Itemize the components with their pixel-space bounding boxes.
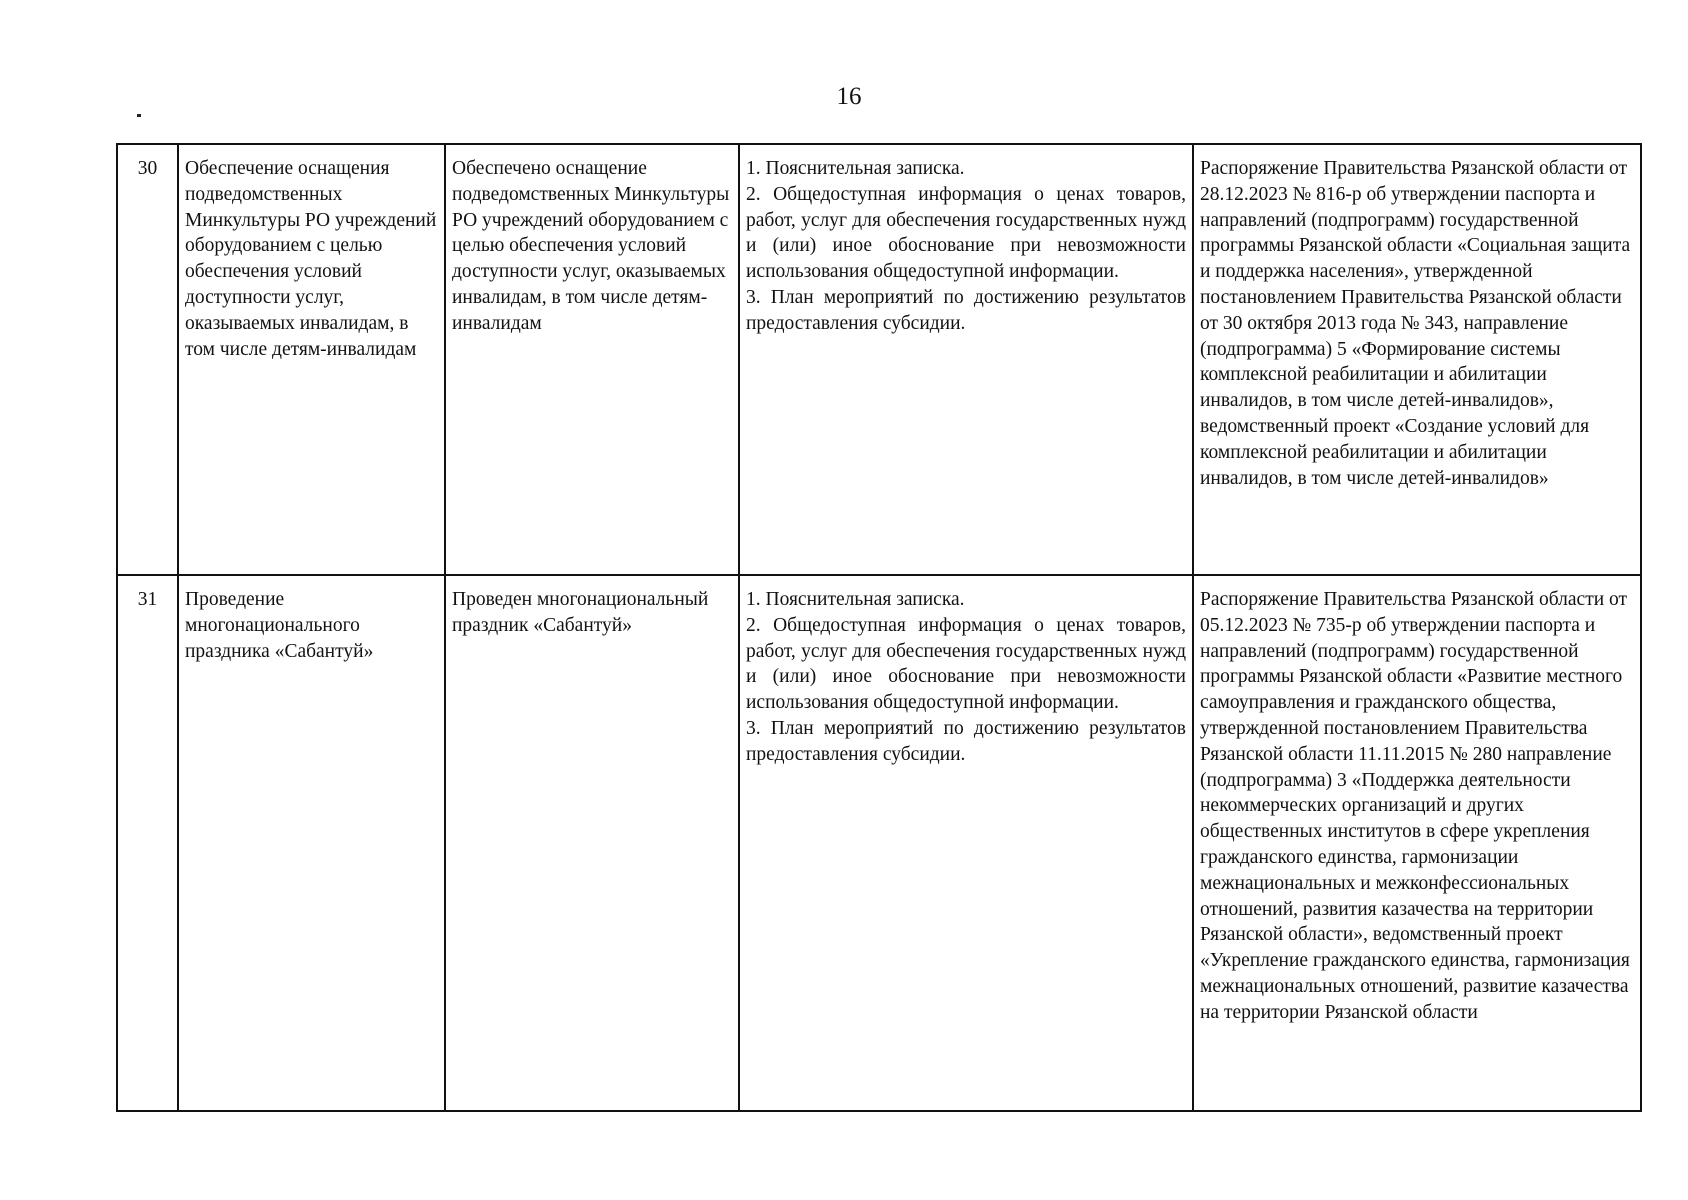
result-cell: Обеспечено оснащение подведомственных Минкультуры РО учреждений оборудованием с целью обеспечения условий доступности услуг, оказываемых инвалидам, в том числе детям-инвалидам	[445, 144, 739, 575]
document-item: 2. Общедоступная информация о ценах товаров, работ, услуг для обеспечения государственных нужд и (или) иное обоснование при невозможности использования общедоступной информации.	[746, 183, 1186, 283]
page-number: 16	[836, 83, 862, 110]
document-item: 1. Пояснительная записка.	[746, 589, 965, 610]
document-item: 1. Пояснительная записка.	[746, 158, 965, 179]
row-number: 30	[117, 144, 178, 575]
documents-cell	[739, 575, 1193, 1111]
row-number: 31	[117, 575, 178, 1111]
legal-basis-cell	[1193, 144, 1641, 575]
table-row	[117, 144, 1641, 575]
document-item: 3. План мероприятий по достижению результатов предоставления субсидии.	[746, 717, 1186, 765]
legal-basis-text: Распоряжение Правительства Рязанской области от 05.12.2023 № 735-р об утверждении паспорта и направлений (подпрограмм) государственной программы Рязанской области «Развитие местного самоуправления и гражданского общества, утвержденной постановлением Правительства Рязанской области 11.11.2015 № 280 направление (подпрограмма) 3 «Поддержка деятельности некоммерческих организаций и других общественных институтов в сфере укрепления гражданского единства, гармонизации межнациональных и межконфессиональных отношений, развития казачества на территории Рязанской области», ведомственный проект «Укрепление гражданского единства, гармонизация межнациональных отношений, развитие казачества на территории Рязанской области	[1200, 589, 1630, 1023]
document-item: 2. Общедоступная информация о ценах товаров, работ, услуг для обеспечения государственных нужд и (или) иное обоснование при невозможности использования общедоступной информации.	[746, 614, 1186, 714]
legal-basis-cell	[1193, 575, 1641, 1111]
table-row	[117, 575, 1641, 1111]
documents-cell	[739, 144, 1193, 575]
event-cell: Проведение многонационального праздника «Сабантуй»	[178, 575, 445, 1111]
result-cell: Проведен многонациональный праздник «Сабантуй»	[445, 575, 739, 1111]
legal-basis-text: Распоряжение Правительства Рязанской области от 28.12.2023 № 816-р об утверждении паспорта и направлений (подпрограмм) государственной программы Рязанской области «Социальная защита и поддержка населения», утвержденной постановлением Правительства Рязанской области от 30 октября 2013 года № 343, направление (подпрограмма) 5 «Формирование системы комплексной реабилитации и абилитации инвалидов, в том числе детей-инвалидов», ведомственный проект «Создание условий для комплексной реабилитации и абилитации инвалидов, в том числе детей-инвалидов»	[1200, 158, 1631, 489]
scan-speck	[137, 114, 141, 117]
subsidy-results-table	[116, 143, 1642, 1112]
event-cell: Обеспечение оснащения подведомственных Минкультуры РО учреждений оборудованием с целью обеспечения условий доступности услуг, оказываемых инвалидам, в том числе детям-инвалидам	[178, 144, 445, 575]
document-item: 3. План мероприятий по достижению результатов предоставления субсидии.	[746, 286, 1186, 334]
